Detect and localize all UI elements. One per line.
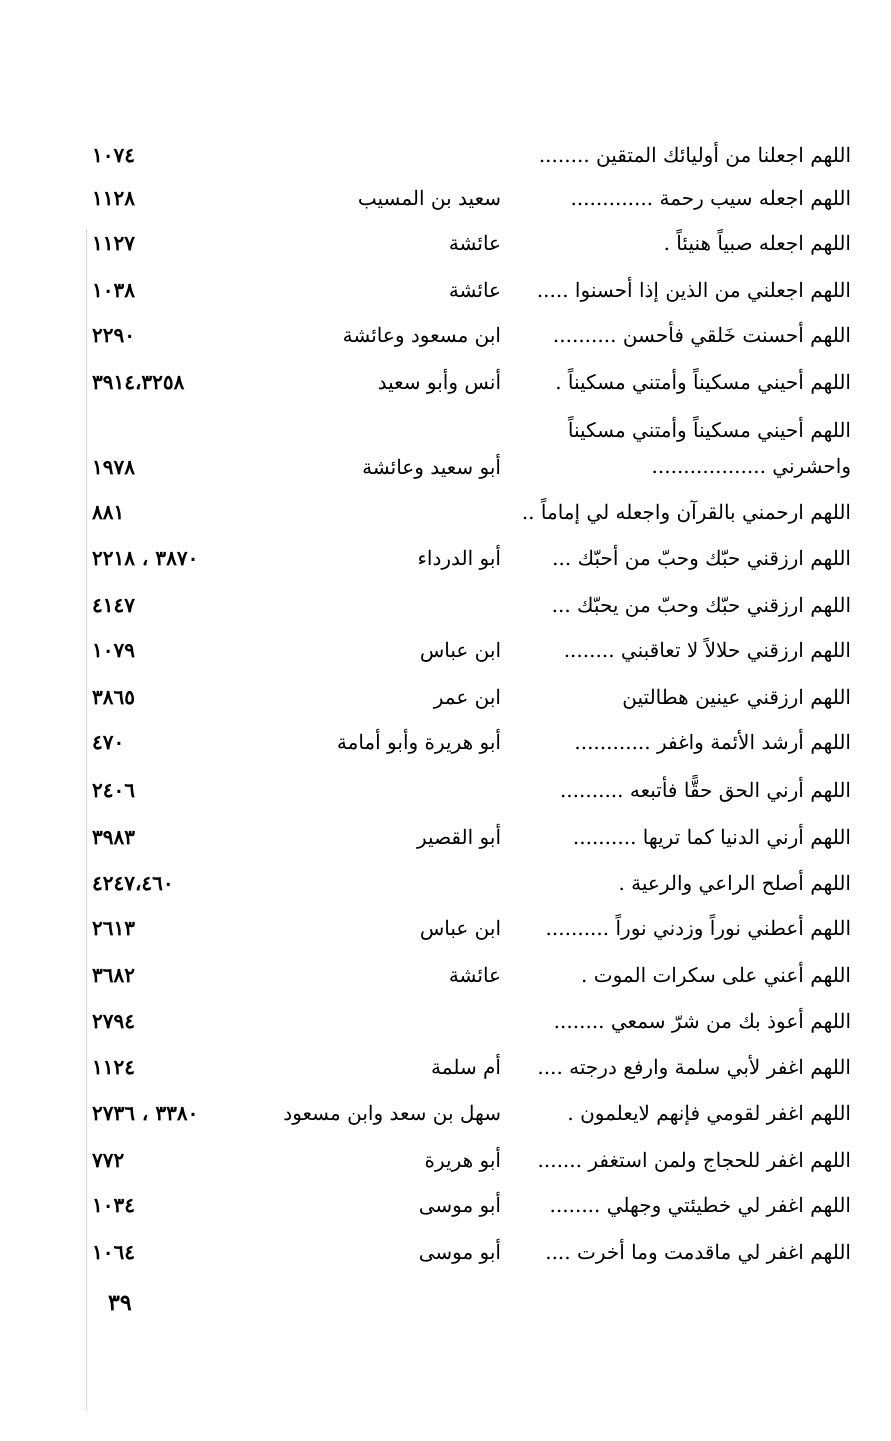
index-row	[0, 1145, 891, 1191]
narrator: ابن مسعود وعائشة	[342, 323, 501, 347]
hadith-refs: ١٩٧٨	[92, 455, 135, 479]
index-row	[0, 635, 891, 681]
hadith-refs: ٤٢٤٧،٤٦٠	[92, 871, 174, 895]
hadith-text: اللهم ارزقني حبّك وحبّ من يحبّك ...	[551, 593, 851, 617]
narrator: أبو موسى	[418, 1240, 501, 1264]
hadith-text: اللهم اجعلني من الذين إذا أحسنوا .....	[536, 278, 851, 302]
hadith-text: اللهم أحيني مسكيناً وأمتني مسكيناً واحشرني ..................	[567, 418, 851, 478]
hadith-refs: ٢٦١٣	[92, 916, 135, 940]
hadith-text: اللهم ارحمني بالقرآن واجعله لي إماماً ..	[521, 500, 851, 524]
hadith-refs: ٧٧٢	[92, 1148, 125, 1172]
hadith-text: اللهم أعني على سكرات الموت .	[581, 963, 851, 987]
hadith-refs: ١١٢٧	[92, 231, 135, 255]
hadith-refs: ٢٤٠٦	[92, 778, 135, 802]
narrator: عائشة	[448, 963, 501, 987]
hadith-refs: ١١٢٤	[92, 1055, 135, 1079]
hadith-refs: ١٠٧٤	[92, 143, 135, 167]
index-row	[0, 1237, 891, 1283]
hadith-text: اللهم اجعله صبياً هنيئاً .	[663, 231, 851, 255]
hadith-refs: ٣٩٨٣	[92, 825, 135, 849]
hadith-refs: ١٠٦٤	[92, 1240, 135, 1264]
narrator: أبو موسى	[418, 1193, 501, 1217]
narrator: أبو هريرة وأبو أمامة	[336, 730, 501, 754]
narrator: سعيد بن المسيب	[357, 186, 501, 210]
narrator: أبو هريرة	[424, 1148, 501, 1172]
hadith-text: اللهم أرشد الأئمة واغفر ............	[574, 730, 851, 754]
hadith-text: اللهم اجعلنا من أوليائك المتقين ........	[538, 143, 851, 167]
index-row	[0, 320, 891, 366]
index-row	[0, 727, 891, 773]
index-row	[0, 1190, 891, 1236]
hadith-text: اللهم ارزقني حلالاً لا تعاقبني ........	[563, 638, 851, 662]
hadith-text: اللهم اغفر لي ماقدمت وما أخرت ....	[545, 1240, 851, 1264]
hadith-text: اللهم اغفر لي خطيئتي وجهلي ........	[549, 1193, 851, 1217]
hadith-text: اللهم اجعله سيب رحمة .............	[570, 186, 851, 210]
hadith-text: اللهم أعوذ بك من شرّ سمعي ........	[553, 1009, 851, 1033]
index-row	[0, 960, 891, 1006]
hadith-text: اللهم أحيني مسكيناً وأمتني مسكيناً .	[555, 370, 851, 394]
hadith-text: اللهم اغفر لقومي فإنهم لايعلمون .	[567, 1101, 851, 1125]
index-row	[0, 275, 891, 321]
hadith-refs: ٣٨٦٥	[92, 685, 135, 709]
narrator: أنس وأبو سعيد	[377, 370, 501, 394]
index-row	[0, 412, 891, 490]
index-row	[0, 775, 891, 821]
hadith-text: اللهم أعطني نوراً وزدني نوراً ..........	[545, 916, 851, 940]
index-row	[0, 1098, 891, 1144]
index-row	[0, 682, 891, 728]
hadith-refs: ١١٢٨	[92, 186, 135, 210]
hadith-refs: ٨٨١	[92, 500, 125, 524]
hadith-refs: ٣٩١٤،٣٢٥٨	[92, 370, 185, 394]
hadith-refs: ٢٧٩٤	[92, 1009, 135, 1033]
hadith-refs: ١٠٧٩	[92, 638, 135, 662]
narrator: ابن عباس	[419, 916, 501, 940]
narrator: عائشة	[448, 231, 501, 255]
hadith-text: اللهم ارزقني حبّك وحبّ من أحبّك ...	[552, 546, 851, 570]
index-row	[0, 497, 891, 543]
hadith-refs: ٣٦٨٢	[92, 963, 135, 987]
narrator: سهل بن سعد وابن مسعود	[283, 1101, 501, 1125]
hadith-refs: ١٠٣٨	[92, 278, 135, 302]
hadith-refs: ٤٧٠	[92, 730, 125, 754]
hadith-text: اللهم أحسنت خَلقي فأحسن ..........	[552, 323, 851, 347]
hadith-refs: ٤١٤٧	[92, 593, 135, 617]
hadith-text: اللهم اغفر للحجاج ولمن استغفر .......	[537, 1148, 851, 1172]
index-row	[0, 913, 891, 959]
index-row	[0, 228, 891, 274]
index-row	[0, 1052, 891, 1098]
index-row	[0, 590, 891, 636]
index-row	[0, 183, 891, 229]
page-number: ٣٩	[108, 1290, 132, 1316]
narrator: أم سلمة	[431, 1055, 501, 1079]
index-row	[0, 140, 891, 186]
index-row	[0, 1006, 891, 1052]
narrator: عائشة	[448, 278, 501, 302]
index-row	[0, 367, 891, 413]
index-row	[0, 543, 891, 589]
hadith-text: اللهم اغفر لأبي سلمة وارفع درجته ....	[537, 1055, 851, 1079]
index-row	[0, 868, 891, 914]
hadith-text: اللهم أرني الدنيا كما تريها ..........	[572, 825, 851, 849]
hadith-refs: ٣٨٧٠ ، ٢٢١٨	[92, 546, 199, 570]
hadith-refs: ٢٢٩٠	[92, 323, 135, 347]
narrator: أبو الدرداء	[417, 546, 501, 570]
narrator: ابن عمر	[433, 685, 501, 709]
hadith-text: اللهم أرني الحق حقًّا فأتبعه ..........	[559, 778, 851, 802]
hadith-text: اللهم أصلح الراعي والرعية .	[618, 871, 851, 895]
narrator: أبو سعيد وعائشة	[362, 455, 501, 479]
hadith-refs: ١٠٣٤	[92, 1193, 135, 1217]
narrator: أبو القصير	[417, 825, 501, 849]
hadith-refs: ٣٣٨٠ ، ٢٧٣٦	[92, 1101, 199, 1125]
narrator: ابن عباس	[419, 638, 501, 662]
hadith-text: اللهم ارزقني عينين هطالتين	[622, 685, 851, 709]
index-row	[0, 822, 891, 868]
